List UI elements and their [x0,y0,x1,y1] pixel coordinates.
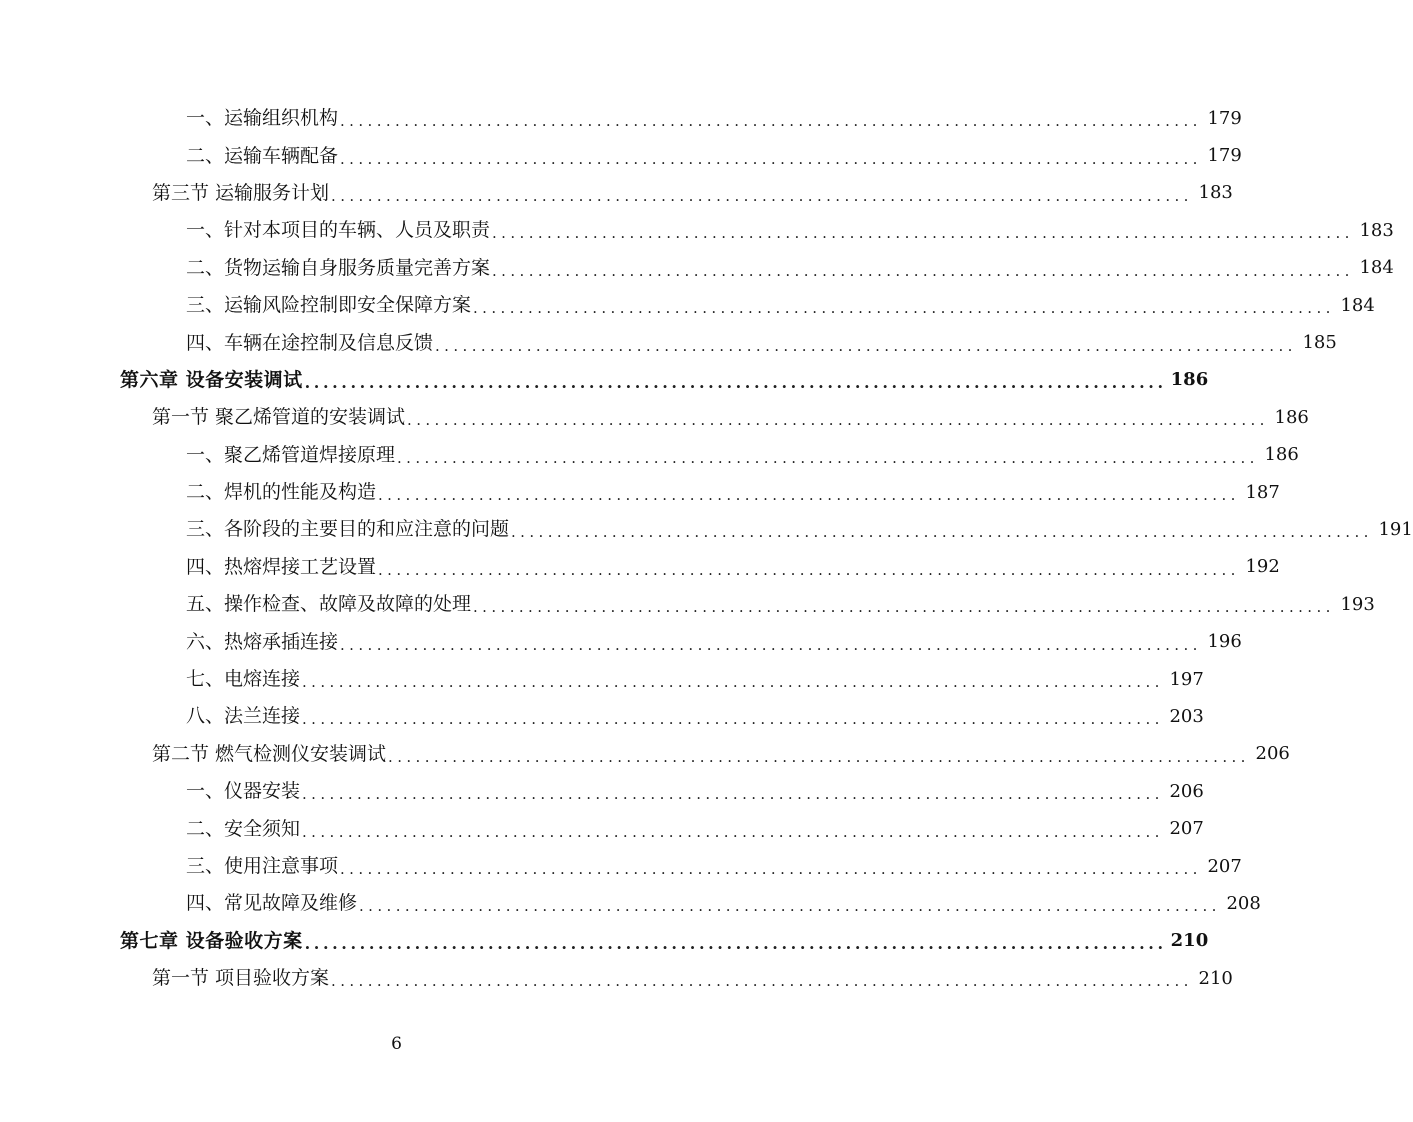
dot-leader: .............................................................................................. [492,224,1354,243]
toc-entry[interactable] [0,586,1375,623]
toc-entry-page: 187 [1245,481,1280,503]
toc-section-entry[interactable] [0,960,1233,997]
toc-entry-title: 第七章 设备验收方案 [120,929,303,952]
dot-leader: .............................................................................................. [331,972,1193,991]
toc-entry-title: 三、各阶段的主要目的和应注意的问题 [186,518,510,541]
toc-entry[interactable] [0,773,1204,810]
toc-entry-title: 七、电熔连接 [186,668,301,691]
toc-entry[interactable] [0,549,1280,586]
toc-entry-title: 二、货物运输自身服务质量完善方案 [186,256,491,279]
toc-entry[interactable] [0,511,1413,548]
dot-leader: .............................................................................................. [340,149,1202,168]
dot-leader: .............................................................................................. [302,710,1164,729]
toc-entry-title: 第一节 聚乙烯管道的安装调试 [152,406,406,429]
table-of-contents [0,100,1413,997]
page-number: 6 [391,1034,402,1054]
toc-entry-title: 一、聚乙烯管道焊接原理 [186,443,396,466]
toc-entry[interactable] [0,137,1242,174]
dot-leader: .............................................................................................. [473,299,1335,318]
toc-entry-page: 210 [1170,930,1209,952]
dot-leader: .............................................................................................. [435,336,1297,355]
toc-chapter-entry[interactable] [0,923,1209,960]
toc-entry[interactable] [0,885,1261,922]
dot-leader: .............................................................................................. [302,785,1164,804]
toc-section-entry[interactable] [0,736,1290,773]
toc-entry-page: 184 [1340,294,1375,316]
toc-entry-page: 185 [1302,332,1337,354]
toc-entry-page: 197 [1169,668,1204,690]
dot-leader: .............................................................................................. [340,112,1202,131]
toc-section-entry[interactable] [0,399,1309,436]
toc-entry-page: 207 [1207,855,1242,877]
toc-entry-page: 192 [1245,556,1280,578]
toc-entry-page: 183 [1198,182,1233,204]
dot-leader: .............................................................................................. [511,523,1373,542]
toc-entry[interactable] [0,698,1204,735]
toc-entry-title: 第六章 设备安装调试 [120,368,303,391]
toc-entry[interactable] [0,250,1394,287]
toc-entry-page: 179 [1207,145,1242,167]
toc-entry[interactable] [0,848,1242,885]
toc-entry[interactable] [0,437,1299,474]
toc-entry-page: 203 [1169,705,1204,727]
toc-entry-page: 207 [1169,818,1204,840]
toc-entry-title: 一、针对本项目的车辆、人员及职责 [186,219,491,242]
toc-entry-title: 二、焊机的性能及构造 [186,481,377,504]
toc-entry-title: 四、车辆在途控制及信息反馈 [186,331,434,354]
dot-leader: .............................................................................................. [302,822,1164,841]
toc-entry-title: 一、仪器安装 [186,780,301,803]
toc-entry-page: 196 [1207,631,1242,653]
toc-entry-title: 第一节 项目验收方案 [152,967,330,990]
toc-entry-title: 三、使用注意事项 [186,855,339,877]
toc-entry[interactable] [0,212,1394,249]
dot-leader: .............................................................................................. [473,598,1335,617]
dot-leader: .............................................................................................. [304,934,1167,954]
toc-entry-title: 六、热熔承插连接 [186,630,339,653]
toc-entry-page: 206 [1169,780,1204,802]
toc-entry-title: 四、常见故障及维修 [186,892,358,915]
dot-leader: .............................................................................................. [340,635,1202,654]
toc-entry-page: 193 [1340,593,1375,615]
toc-entry-title: 八、法兰连接 [186,705,301,728]
toc-entry[interactable] [0,287,1375,324]
dot-leader: .............................................................................................. [388,747,1250,766]
toc-entry-title: 三、运输风险控制即安全保障方案 [186,294,472,317]
toc-entry[interactable] [0,474,1280,511]
toc-entry-title: 第二节 燃气检测仪安装调试 [152,742,387,765]
toc-entry-page: 208 [1226,892,1261,914]
toc-entry-page: 184 [1359,257,1394,279]
dot-leader: .............................................................................................. [407,411,1269,430]
toc-entry-title: 一、运输组织机构 [186,107,339,130]
dot-leader: .............................................................................................. [302,673,1164,692]
dot-leader: .............................................................................................. [492,261,1354,280]
toc-entry-page: 179 [1207,107,1242,129]
toc-entry[interactable] [0,810,1204,847]
dot-leader: .............................................................................................. [378,486,1240,505]
dot-leader: .............................................................................................. [359,897,1221,916]
toc-entry[interactable] [0,100,1242,137]
toc-entry-page: 210 [1198,967,1233,989]
toc-entry-title: 第三节 运输服务计划 [152,181,330,204]
toc-section-entry[interactable] [0,175,1233,212]
toc-entry-title: 五、操作检查、故障及故障的处理 [186,593,472,616]
dot-leader: .............................................................................................. [378,560,1240,579]
dot-leader: .............................................................................................. [304,373,1167,393]
toc-entry-title: 二、安全须知 [186,817,301,840]
toc-entry-page: 186 [1274,406,1309,428]
toc-entry-page: 186 [1264,444,1299,466]
toc-entry-page: 191 [1378,518,1413,540]
toc-entry-page: 183 [1359,219,1394,241]
toc-entry-page: 186 [1170,369,1209,391]
toc-entry-title: 四、热熔焊接工艺设置 [186,555,377,578]
toc-entry-page: 206 [1255,743,1290,765]
dot-leader: .............................................................................................. [331,186,1193,205]
toc-chapter-entry[interactable] [0,362,1209,399]
toc-entry[interactable] [0,661,1204,698]
dot-leader: .............................................................................................. [340,860,1202,878]
dot-leader: .............................................................................................. [397,448,1259,467]
toc-entry[interactable] [0,324,1337,361]
toc-entry[interactable] [0,623,1242,660]
toc-entry-title: 二、运输车辆配备 [186,144,339,167]
